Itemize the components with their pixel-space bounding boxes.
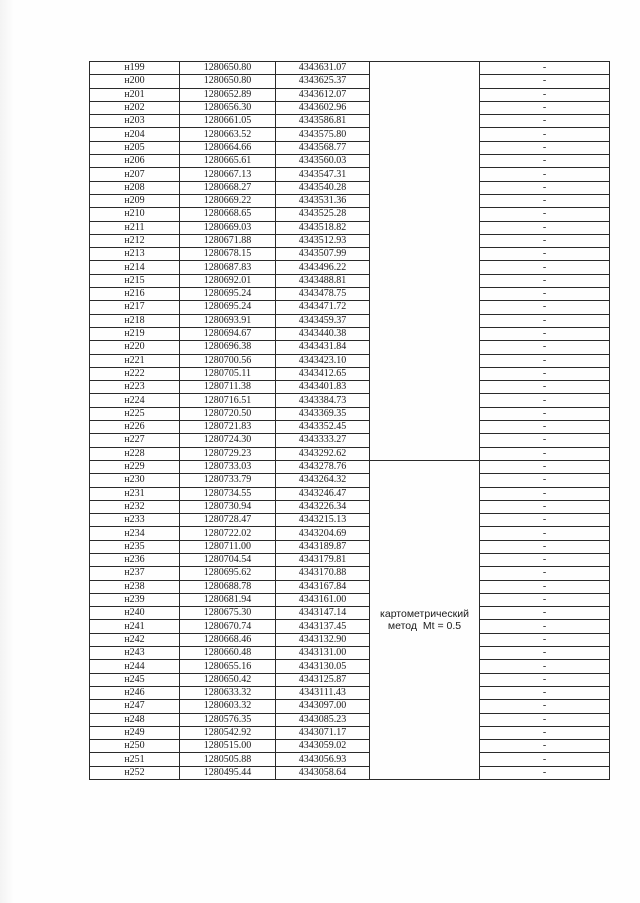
cell-x: 1280650.42 bbox=[180, 673, 276, 686]
table-row bbox=[90, 500, 610, 513]
cell-x: 1280724.30 bbox=[180, 434, 276, 447]
cell-x: 1280576.35 bbox=[180, 713, 276, 726]
cell-name: н230 bbox=[90, 474, 180, 487]
table-row bbox=[90, 208, 610, 221]
table-row bbox=[90, 580, 610, 593]
cell-dash: - bbox=[480, 248, 610, 261]
cell-dash: - bbox=[480, 354, 610, 367]
cell-x: 1280669.03 bbox=[180, 221, 276, 234]
cell-name: н243 bbox=[90, 647, 180, 660]
cell-dash: - bbox=[480, 766, 610, 779]
table-row bbox=[90, 381, 610, 394]
cell-name: н246 bbox=[90, 686, 180, 699]
cell-dash: - bbox=[480, 567, 610, 580]
cell-name: н251 bbox=[90, 753, 180, 766]
cell-dash: - bbox=[480, 647, 610, 660]
cell-x: 1280681.94 bbox=[180, 593, 276, 606]
cell-y: 4343459.37 bbox=[276, 314, 370, 327]
cell-y: 4343071.17 bbox=[276, 726, 370, 739]
cell-y: 4343423.10 bbox=[276, 354, 370, 367]
cell-dash: - bbox=[480, 301, 610, 314]
cell-y: 4343264.32 bbox=[276, 474, 370, 487]
cell-name: н210 bbox=[90, 208, 180, 221]
cell-x: 1280650.80 bbox=[180, 62, 276, 75]
cell-dash: - bbox=[480, 168, 610, 181]
scan-edge-shadow bbox=[0, 0, 14, 903]
cell-x: 1280688.78 bbox=[180, 580, 276, 593]
cell-y: 4343111.43 bbox=[276, 686, 370, 699]
cell-name: н242 bbox=[90, 633, 180, 646]
cell-name: н200 bbox=[90, 75, 180, 88]
cell-x: 1280728.47 bbox=[180, 514, 276, 527]
table-row bbox=[90, 394, 610, 407]
table-row bbox=[90, 181, 610, 194]
cell-name: н239 bbox=[90, 593, 180, 606]
cell-dash: - bbox=[480, 527, 610, 540]
table-row bbox=[90, 700, 610, 713]
cell-x: 1280716.51 bbox=[180, 394, 276, 407]
cell-x: 1280694.67 bbox=[180, 327, 276, 340]
table-row bbox=[90, 221, 610, 234]
cell-x: 1280675.30 bbox=[180, 607, 276, 620]
cell-y: 4343512.93 bbox=[276, 234, 370, 247]
cell-dash: - bbox=[480, 500, 610, 513]
cell-dash: - bbox=[480, 633, 610, 646]
cell-x: 1280687.83 bbox=[180, 261, 276, 274]
cell-dash: - bbox=[480, 314, 610, 327]
cell-name: н220 bbox=[90, 341, 180, 354]
cell-dash: - bbox=[480, 381, 610, 394]
cell-name: н204 bbox=[90, 128, 180, 141]
cell-x: 1280678.15 bbox=[180, 248, 276, 261]
cell-y: 4343612.07 bbox=[276, 88, 370, 101]
cell-y: 4343384.73 bbox=[276, 394, 370, 407]
cell-y: 4343167.84 bbox=[276, 580, 370, 593]
cell-name: н247 bbox=[90, 700, 180, 713]
cell-y: 4343132.90 bbox=[276, 633, 370, 646]
cell-x: 1280692.01 bbox=[180, 274, 276, 287]
cell-name: н208 bbox=[90, 181, 180, 194]
cell-dash: - bbox=[480, 181, 610, 194]
table-row bbox=[90, 434, 610, 447]
cell-dash: - bbox=[480, 101, 610, 114]
table-row bbox=[90, 447, 610, 460]
cell-name: н248 bbox=[90, 713, 180, 726]
cell-y: 4343161.00 bbox=[276, 593, 370, 606]
cell-y: 4343352.45 bbox=[276, 421, 370, 434]
cell-y: 4343586.81 bbox=[276, 115, 370, 128]
coordinates-table bbox=[89, 61, 610, 780]
cell-x: 1280670.74 bbox=[180, 620, 276, 633]
cell-x: 1280650.80 bbox=[180, 75, 276, 88]
cell-x: 1280705.11 bbox=[180, 367, 276, 380]
cell-x: 1280633.32 bbox=[180, 686, 276, 699]
cell-x: 1280661.05 bbox=[180, 115, 276, 128]
table-row bbox=[90, 234, 610, 247]
cell-dash: - bbox=[480, 540, 610, 553]
cell-dash: - bbox=[480, 593, 610, 606]
cell-x: 1280660.48 bbox=[180, 647, 276, 660]
cell-name: н240 bbox=[90, 607, 180, 620]
cell-y: 4343226.34 bbox=[276, 500, 370, 513]
table-row bbox=[90, 128, 610, 141]
cell-x: 1280505.88 bbox=[180, 753, 276, 766]
cell-name: н216 bbox=[90, 288, 180, 301]
cell-dash: - bbox=[480, 447, 610, 460]
cell-dash: - bbox=[480, 620, 610, 633]
table-row bbox=[90, 88, 610, 101]
cell-name: н229 bbox=[90, 460, 180, 473]
table-row bbox=[90, 341, 610, 354]
cell-dash: - bbox=[480, 194, 610, 207]
table-row bbox=[90, 460, 610, 473]
cell-name: н228 bbox=[90, 447, 180, 460]
table-row bbox=[90, 660, 610, 673]
cell-x: 1280495.44 bbox=[180, 766, 276, 779]
cell-name: н236 bbox=[90, 553, 180, 566]
cell-y: 4343525.28 bbox=[276, 208, 370, 221]
cell-x: 1280695.24 bbox=[180, 288, 276, 301]
cell-x: 1280668.27 bbox=[180, 181, 276, 194]
cell-dash: - bbox=[480, 514, 610, 527]
table-row bbox=[90, 274, 610, 287]
cell-name: н245 bbox=[90, 673, 180, 686]
cell-y: 4343412.65 bbox=[276, 367, 370, 380]
table-row bbox=[90, 75, 610, 88]
cell-y: 4343518.82 bbox=[276, 221, 370, 234]
cell-x: 1280693.91 bbox=[180, 314, 276, 327]
cell-y: 4343401.83 bbox=[276, 381, 370, 394]
cell-dash: - bbox=[480, 474, 610, 487]
cell-name: н219 bbox=[90, 327, 180, 340]
cell-name: н207 bbox=[90, 168, 180, 181]
cell-name: н252 bbox=[90, 766, 180, 779]
cell-dash: - bbox=[480, 407, 610, 420]
cell-dash: - bbox=[480, 208, 610, 221]
table-row bbox=[90, 354, 610, 367]
cell-y: 4343137.45 bbox=[276, 620, 370, 633]
cell-name: н231 bbox=[90, 487, 180, 500]
method-label-line1: картометрический bbox=[380, 607, 469, 620]
cell-name: н235 bbox=[90, 540, 180, 553]
table-row bbox=[90, 740, 610, 753]
cell-x: 1280730.94 bbox=[180, 500, 276, 513]
cell-y: 4343625.37 bbox=[276, 75, 370, 88]
cell-name: н234 bbox=[90, 527, 180, 540]
table-row bbox=[90, 620, 610, 633]
cell-y: 4343496.22 bbox=[276, 261, 370, 274]
table-row bbox=[90, 540, 610, 553]
cell-dash: - bbox=[480, 234, 610, 247]
cell-x: 1280655.16 bbox=[180, 660, 276, 673]
cell-y: 4343507.99 bbox=[276, 248, 370, 261]
cell-name: н203 bbox=[90, 115, 180, 128]
cell-y: 4343431.84 bbox=[276, 341, 370, 354]
cell-name: н223 bbox=[90, 381, 180, 394]
cell-dash: - bbox=[480, 341, 610, 354]
cell-x: 1280733.79 bbox=[180, 474, 276, 487]
cell-x: 1280700.56 bbox=[180, 354, 276, 367]
cell-dash: - bbox=[480, 740, 610, 753]
cell-name: н226 bbox=[90, 421, 180, 434]
cell-x: 1280667.13 bbox=[180, 168, 276, 181]
cell-name: н250 bbox=[90, 740, 180, 753]
cell-y: 4343531.36 bbox=[276, 194, 370, 207]
method-cell bbox=[370, 460, 480, 779]
cell-x: 1280603.32 bbox=[180, 700, 276, 713]
cell-y: 4343440.38 bbox=[276, 327, 370, 340]
cell-y: 4343478.75 bbox=[276, 288, 370, 301]
cell-x: 1280729.23 bbox=[180, 447, 276, 460]
cell-x: 1280668.65 bbox=[180, 208, 276, 221]
cell-name: н199 bbox=[90, 62, 180, 75]
cell-name: н244 bbox=[90, 660, 180, 673]
cell-x: 1280695.24 bbox=[180, 301, 276, 314]
table-row bbox=[90, 753, 610, 766]
cell-dash: - bbox=[480, 553, 610, 566]
table-row bbox=[90, 288, 610, 301]
cell-y: 4343085.23 bbox=[276, 713, 370, 726]
table-row bbox=[90, 514, 610, 527]
table-row bbox=[90, 248, 610, 261]
cell-y: 4343575.80 bbox=[276, 128, 370, 141]
cell-name: н221 bbox=[90, 354, 180, 367]
cell-name: н218 bbox=[90, 314, 180, 327]
table-row bbox=[90, 673, 610, 686]
cell-name: н225 bbox=[90, 407, 180, 420]
table-row bbox=[90, 261, 610, 274]
cell-y: 4343179.81 bbox=[276, 553, 370, 566]
cell-name: н206 bbox=[90, 155, 180, 168]
table-row bbox=[90, 141, 610, 154]
cell-y: 4343602.96 bbox=[276, 101, 370, 114]
method-cell-empty bbox=[370, 62, 480, 461]
cell-dash: - bbox=[480, 115, 610, 128]
cell-name: н222 bbox=[90, 367, 180, 380]
table-row bbox=[90, 607, 610, 620]
table-row bbox=[90, 168, 610, 181]
table-row bbox=[90, 647, 610, 660]
cell-x: 1280668.46 bbox=[180, 633, 276, 646]
cell-x: 1280711.38 bbox=[180, 381, 276, 394]
cell-y: 4343488.81 bbox=[276, 274, 370, 287]
table-row bbox=[90, 527, 610, 540]
cell-y: 4343189.87 bbox=[276, 540, 370, 553]
cell-dash: - bbox=[480, 700, 610, 713]
table-row bbox=[90, 101, 610, 114]
cell-x: 1280704.54 bbox=[180, 553, 276, 566]
cell-x: 1280664.66 bbox=[180, 141, 276, 154]
cell-dash: - bbox=[480, 75, 610, 88]
cell-dash: - bbox=[480, 460, 610, 473]
cell-y: 4343568.77 bbox=[276, 141, 370, 154]
table-row bbox=[90, 194, 610, 207]
cell-dash: - bbox=[480, 580, 610, 593]
table-row bbox=[90, 553, 610, 566]
cell-x: 1280733.03 bbox=[180, 460, 276, 473]
method-label-line2: метод Mt = 0.5 bbox=[387, 619, 462, 632]
cell-y: 4343147.14 bbox=[276, 607, 370, 620]
table-row bbox=[90, 474, 610, 487]
cell-y: 4343056.93 bbox=[276, 753, 370, 766]
cell-dash: - bbox=[480, 221, 610, 234]
cell-dash: - bbox=[480, 434, 610, 447]
cell-dash: - bbox=[480, 607, 610, 620]
cell-name: н237 bbox=[90, 567, 180, 580]
table-row bbox=[90, 726, 610, 739]
cell-name: н205 bbox=[90, 141, 180, 154]
cell-name: н241 bbox=[90, 620, 180, 633]
cell-name: н224 bbox=[90, 394, 180, 407]
table-row bbox=[90, 593, 610, 606]
cell-dash: - bbox=[480, 726, 610, 739]
cell-name: н201 bbox=[90, 88, 180, 101]
table-row bbox=[90, 115, 610, 128]
table-row bbox=[90, 633, 610, 646]
cell-y: 4343369.35 bbox=[276, 407, 370, 420]
table-row bbox=[90, 155, 610, 168]
cell-dash: - bbox=[480, 327, 610, 340]
cell-y: 4343215.13 bbox=[276, 514, 370, 527]
cell-y: 4343292.62 bbox=[276, 447, 370, 460]
cell-name: н209 bbox=[90, 194, 180, 207]
cell-x: 1280720.50 bbox=[180, 407, 276, 420]
cell-y: 4343333.27 bbox=[276, 434, 370, 447]
cell-x: 1280734.55 bbox=[180, 487, 276, 500]
cell-name: н214 bbox=[90, 261, 180, 274]
cell-dash: - bbox=[480, 261, 610, 274]
cell-x: 1280663.52 bbox=[180, 128, 276, 141]
cell-y: 4343560.03 bbox=[276, 155, 370, 168]
cell-name: н233 bbox=[90, 514, 180, 527]
cell-x: 1280542.92 bbox=[180, 726, 276, 739]
cell-y: 4343097.00 bbox=[276, 700, 370, 713]
cell-x: 1280669.22 bbox=[180, 194, 276, 207]
cell-x: 1280665.61 bbox=[180, 155, 276, 168]
table-row bbox=[90, 713, 610, 726]
cell-y: 4343547.31 bbox=[276, 168, 370, 181]
cell-name: н217 bbox=[90, 301, 180, 314]
cell-y: 4343130.05 bbox=[276, 660, 370, 673]
cell-y: 4343125.87 bbox=[276, 673, 370, 686]
table-row bbox=[90, 314, 610, 327]
cell-x: 1280656.30 bbox=[180, 101, 276, 114]
cell-y: 4343246.47 bbox=[276, 487, 370, 500]
table-row bbox=[90, 301, 610, 314]
cell-dash: - bbox=[480, 753, 610, 766]
cell-dash: - bbox=[480, 288, 610, 301]
table-row bbox=[90, 407, 610, 420]
cell-y: 4343059.02 bbox=[276, 740, 370, 753]
cell-dash: - bbox=[480, 660, 610, 673]
cell-dash: - bbox=[480, 394, 610, 407]
cell-x: 1280671.88 bbox=[180, 234, 276, 247]
cell-y: 4343131.00 bbox=[276, 647, 370, 660]
cell-dash: - bbox=[480, 88, 610, 101]
table-row bbox=[90, 327, 610, 340]
cell-x: 1280711.00 bbox=[180, 540, 276, 553]
cell-name: н215 bbox=[90, 274, 180, 287]
cell-y: 4343631.07 bbox=[276, 62, 370, 75]
cell-dash: - bbox=[480, 274, 610, 287]
cell-dash: - bbox=[480, 128, 610, 141]
cell-y: 4343170.88 bbox=[276, 567, 370, 580]
cell-dash: - bbox=[480, 367, 610, 380]
table-row bbox=[90, 367, 610, 380]
cell-dash: - bbox=[480, 673, 610, 686]
cell-name: н213 bbox=[90, 248, 180, 261]
cell-x: 1280696.38 bbox=[180, 341, 276, 354]
cell-dash: - bbox=[480, 62, 610, 75]
cell-name: н202 bbox=[90, 101, 180, 114]
cell-dash: - bbox=[480, 141, 610, 154]
cell-dash: - bbox=[480, 421, 610, 434]
table-row bbox=[90, 62, 610, 75]
cell-name: н212 bbox=[90, 234, 180, 247]
cell-y: 4343058.64 bbox=[276, 766, 370, 779]
coordinates-table-body bbox=[90, 62, 610, 780]
table-row bbox=[90, 421, 610, 434]
cell-name: н249 bbox=[90, 726, 180, 739]
table-row bbox=[90, 766, 610, 779]
cell-x: 1280721.83 bbox=[180, 421, 276, 434]
cell-x: 1280722.02 bbox=[180, 527, 276, 540]
cell-x: 1280695.62 bbox=[180, 567, 276, 580]
table-row bbox=[90, 567, 610, 580]
cell-x: 1280652.89 bbox=[180, 88, 276, 101]
cell-name: н238 bbox=[90, 580, 180, 593]
table-row bbox=[90, 487, 610, 500]
cell-y: 4343540.28 bbox=[276, 181, 370, 194]
cell-dash: - bbox=[480, 686, 610, 699]
cell-dash: - bbox=[480, 155, 610, 168]
cell-y: 4343471.72 bbox=[276, 301, 370, 314]
cell-name: н227 bbox=[90, 434, 180, 447]
cell-y: 4343278.76 bbox=[276, 460, 370, 473]
cell-dash: - bbox=[480, 487, 610, 500]
cell-name: н232 bbox=[90, 500, 180, 513]
cell-x: 1280515.00 bbox=[180, 740, 276, 753]
cell-dash: - bbox=[480, 713, 610, 726]
table-row bbox=[90, 686, 610, 699]
cell-name: н211 bbox=[90, 221, 180, 234]
cell-y: 4343204.69 bbox=[276, 527, 370, 540]
